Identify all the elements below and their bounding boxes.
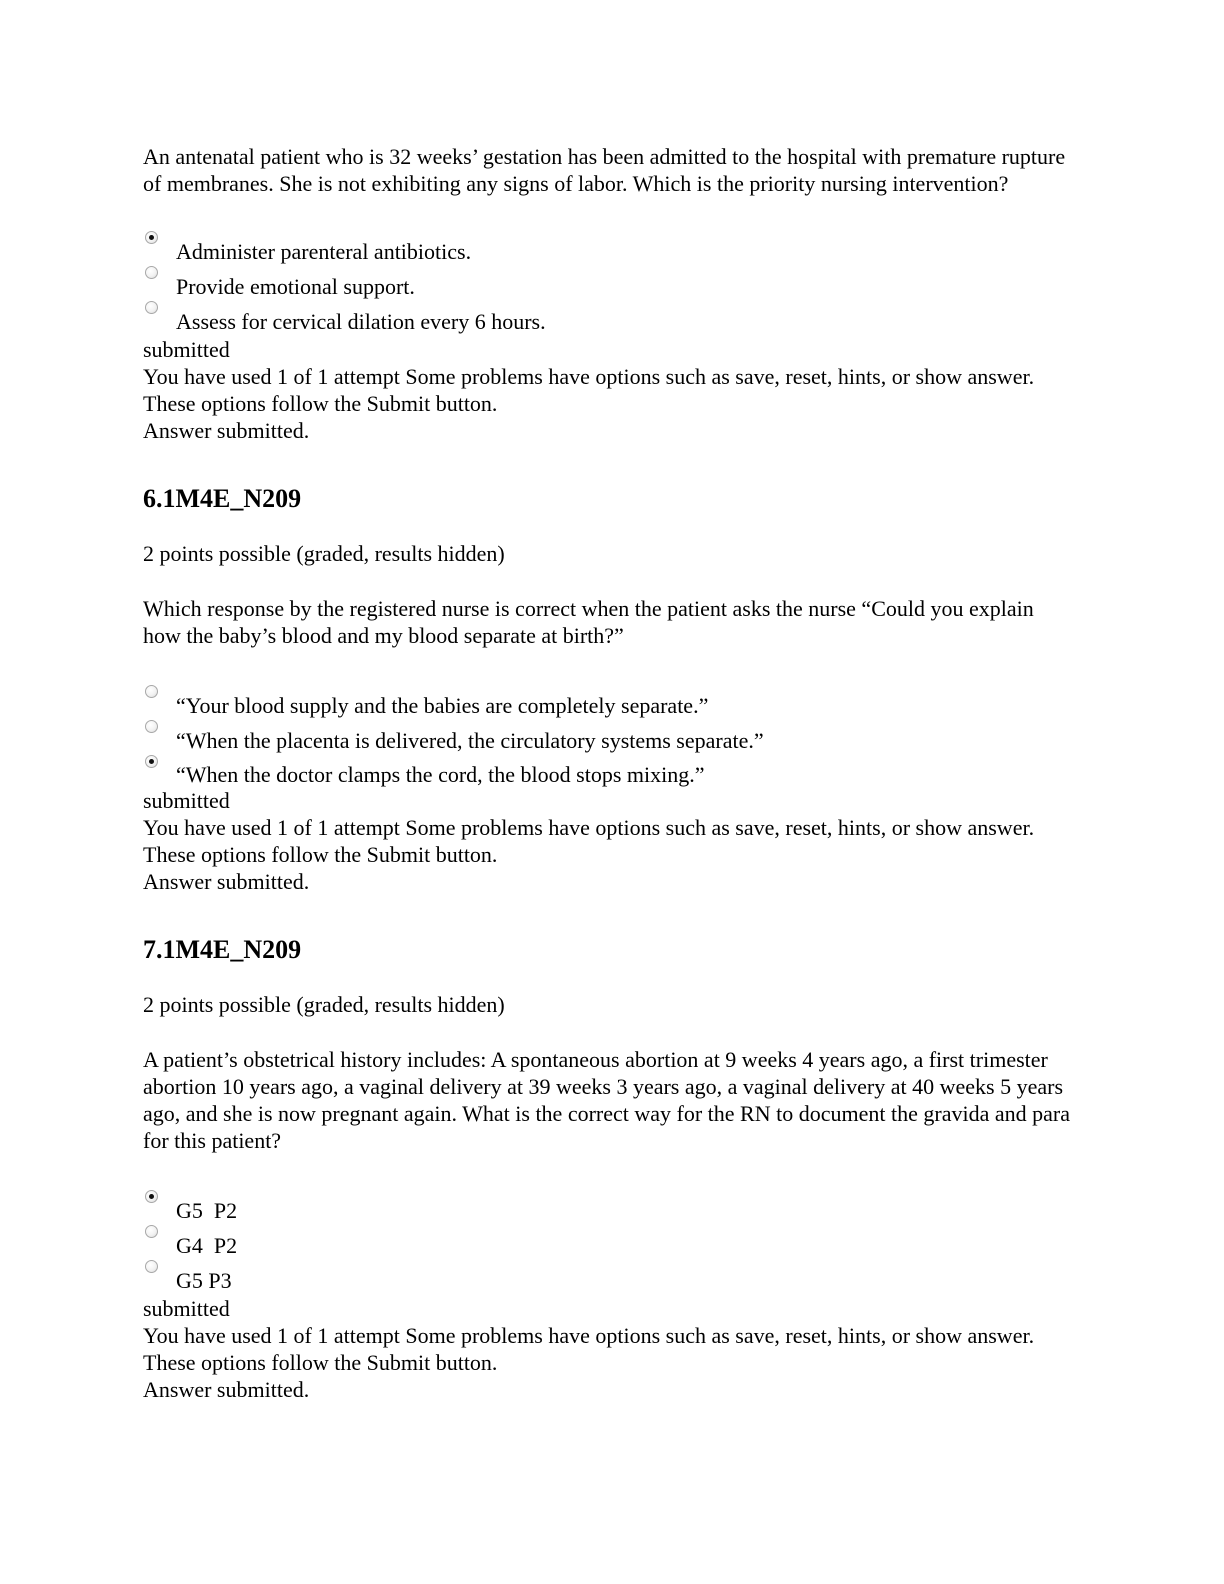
option-label: G4 P2 [176,1233,238,1258]
answer-option[interactable] [143,301,1073,336]
answer-options [143,1190,1073,1295]
radio-unselected-icon[interactable] [145,685,158,698]
question-text: An antenatal patient who is 32 weeks’ gestation has been admitted to the hospital with premature rupture of membranes. She is not exhibiting any signs of labor. Which is the priority nursing intervention? [143,144,1066,196]
radio-selected-icon[interactable] [145,755,158,768]
question-text: A patient’s obstetrical history includes: A spontaneous abortion at 9 weeks 4 years ago, a first trimester abortion 10 years ago, a vaginal delivery at 39 weeks 3 years ago, a vaginal delivery at 40 weeks 5 years ago, and she is now pregnant again. What is the correct way for the RN to document the gravida and para for this patient? [143,1047,1070,1153]
option-label: Assess for cervical dilation every 6 hours. [176,309,546,334]
problem-6 [143,484,1073,895]
answer-option[interactable] [143,755,1073,787]
question-text: Which response by the registered nurse is correct when the patient asks the nurse “Could you explain how the baby’s blood and my blood separate at birth?” [143,596,1034,648]
submission-status: submitted [143,337,230,362]
option-label: “Your blood supply and the babies are completely separate.” [176,693,709,718]
answer-option[interactable] [143,1190,1073,1225]
problem-title: 7.1M4E_N209 [143,935,302,964]
radio-unselected-icon[interactable] [145,1225,158,1238]
document-page [143,143,1073,1403]
problem-5 [143,143,1073,444]
answer-options [143,231,1073,336]
answer-result: Answer submitted. [143,418,310,443]
answer-option[interactable] [143,231,1073,266]
problem-7 [143,935,1073,1403]
answer-result: Answer submitted. [143,869,310,894]
radio-unselected-icon[interactable] [145,301,158,314]
radio-unselected-icon[interactable] [145,1260,158,1273]
submission-status: submitted [143,1296,230,1321]
option-label: “When the placenta is delivered, the circulatory systems separate.” [176,728,764,753]
points-possible: 2 points possible (graded, results hidden) [143,992,505,1017]
radio-selected-icon[interactable] [145,1190,158,1203]
attempts-notice: You have used 1 of 1 attempt Some problems have options such as save, reset, hints, or show answer. These options follow the Submit button. [143,815,1035,867]
answer-result: Answer submitted. [143,1377,310,1402]
answer-option[interactable] [143,1225,1073,1260]
submission-status: submitted [143,788,230,813]
attempts-notice: You have used 1 of 1 attempt Some problems have options such as save, reset, hints, or show answer. These options follow the Submit button. [143,1323,1035,1375]
answer-option[interactable] [143,266,1073,301]
option-label: Provide emotional support. [176,274,415,299]
answer-options [143,685,1073,787]
option-label: G5 P2 [176,1198,238,1223]
points-possible: 2 points possible (graded, results hidden) [143,541,505,566]
radio-selected-icon[interactable] [145,231,158,244]
radio-unselected-icon[interactable] [145,266,158,279]
answer-option[interactable] [143,685,1073,720]
option-label: Administer parenteral antibiotics. [176,239,472,264]
radio-unselected-icon[interactable] [145,720,158,733]
answer-option[interactable] [143,1260,1073,1295]
option-label: G5 P3 [176,1268,232,1293]
option-label: “When the doctor clamps the cord, the blood stops mixing.” [176,761,705,787]
problem-title: 6.1M4E_N209 [143,484,302,513]
attempts-notice: You have used 1 of 1 attempt Some problems have options such as save, reset, hints, or show answer. These options follow the Submit button. [143,364,1035,416]
answer-option[interactable] [143,720,1073,755]
